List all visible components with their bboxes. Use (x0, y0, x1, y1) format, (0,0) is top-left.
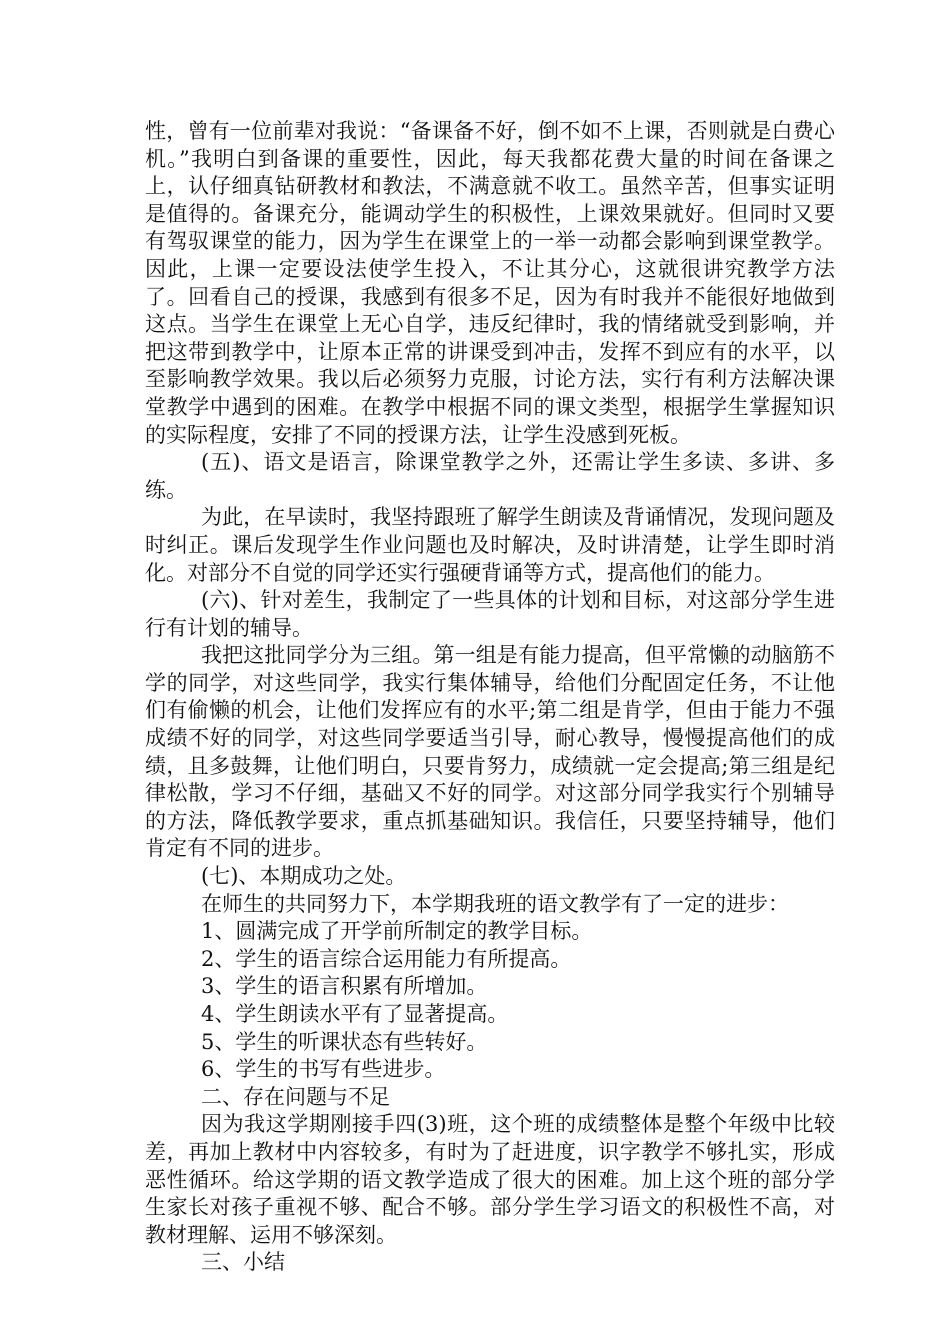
paragraph-section-seven-heading: (七)、本期成功之处。 (201, 864, 407, 889)
list-item-progress-5: 5、学生的听课状态有些转好。 (201, 1029, 488, 1054)
document-body (145, 118, 835, 1277)
section-heading-summary: 三、小结 (201, 1250, 285, 1275)
list-item-progress-2: 2、学生的语言综合运用能力有所提高。 (201, 946, 572, 971)
list-item-progress-6: 6、学生的书写有些进步。 (201, 1057, 446, 1082)
paragraph-progress-intro: 在师生的共同努力下，本学期我班的语文教学有了一定的进步： (201, 891, 789, 916)
paragraph-section-five-heading: (五)、语文是语言，除课堂教学之外，还需让学生多读、多讲、多练。 (145, 450, 835, 502)
list-item-progress-1: 1、圆满完成了开学前所制定的教学目标。 (201, 919, 593, 944)
list-item-progress-3: 3、学生的语言积累有所增加。 (201, 974, 488, 999)
paragraph-morning-reading: 为此，在早读时，我坚持跟班了解学生朗读及背诵情况，发现问题及时纠正。课后发现学生作业问题也及时解决，及时讲清楚，让学生即时消化。对部分不自觉的同学还实行强硬背诵等方式，提高他们的能力。 (145, 505, 835, 585)
paragraph-preparation: 性，曾有一位前辈对我说：“备课备不好，倒不如不上课，否则就是白费心机。”我明白到备课的重要性，因此，每天我都花费大量的时间在备课之上，认仔细真钻研教材和教法，不满意就不收工。虽然辛苦，但事实证明是值得的。备课充分，能调动学生的积极性，上课效果就好。但同时又要有驾驭课堂的能力，因为学生在课堂上的一举一动都会影响到课堂教学。因此，上课一定要设法使学生投入，不让其分心，这就很讲究教学方法了。回看自己的授课，我感到有很多不足，因为有时我并不能很好地做到这点。当学生在课堂上无心自学，违反纪律时，我的情绪就受到影响，并把这带到教学中，让原本正常的讲课受到冲击，发挥不到应有的水平，以至影响教学效果。我以后必须努力克服，讨论方法，实行有利方法解决课堂教学中遇到的困难。在教学中根据不同的课文类型，根据学生掌握知识的实际程度，安排了不同的授课方法，让学生没感到死板。 (145, 119, 835, 447)
paragraph-problems: 因为我这学期刚接手四(3)班，这个班的成绩整体是整个年级中比较差，再加上教材中内容较多，有时为了赶进度，识字教学不够扎实，形成恶性循环。给这学期的语文教学造成了很大的困难。加上这个班的部分学生家长对孩子重视不够、配合不够。部分学生学习语文的积极性不高，对教材理解、运用不够深刻。 (145, 1112, 835, 1247)
paragraph-section-six-heading: (六)、针对差生，我制定了一些具体的计划和目标，对这部分学生进行有计划的辅导。 (145, 588, 835, 640)
section-heading-problems: 二、存在问题与不足 (201, 1084, 390, 1109)
list-item-progress-4: 4、学生朗读水平有了显著提高。 (201, 1002, 509, 1026)
paragraph-three-groups: 我把这批同学分为三组。第一组是有能力提高，但平常懒的动脑筋不学的同学，对这些同学，我实行集体辅导，给他们分配固定任务，不让他们有偷懒的机会，让他们发挥应有的水平;第二组是肯学，但由于能力不强成绩不好的同学，对这些同学要适当引导，耐心教导，慢慢提高他们的成绩，且多鼓舞，让他们明白，只要肯努力，成绩就一定会提高;第三组是纪律松散，学习不仔细，基础又不好的同学。对这部分同学我实行个别辅导的方法，降低教学要求，重点抓基础知识。我信任，只要坚持辅导，他们肯定有不同的进步。 (145, 643, 835, 861)
